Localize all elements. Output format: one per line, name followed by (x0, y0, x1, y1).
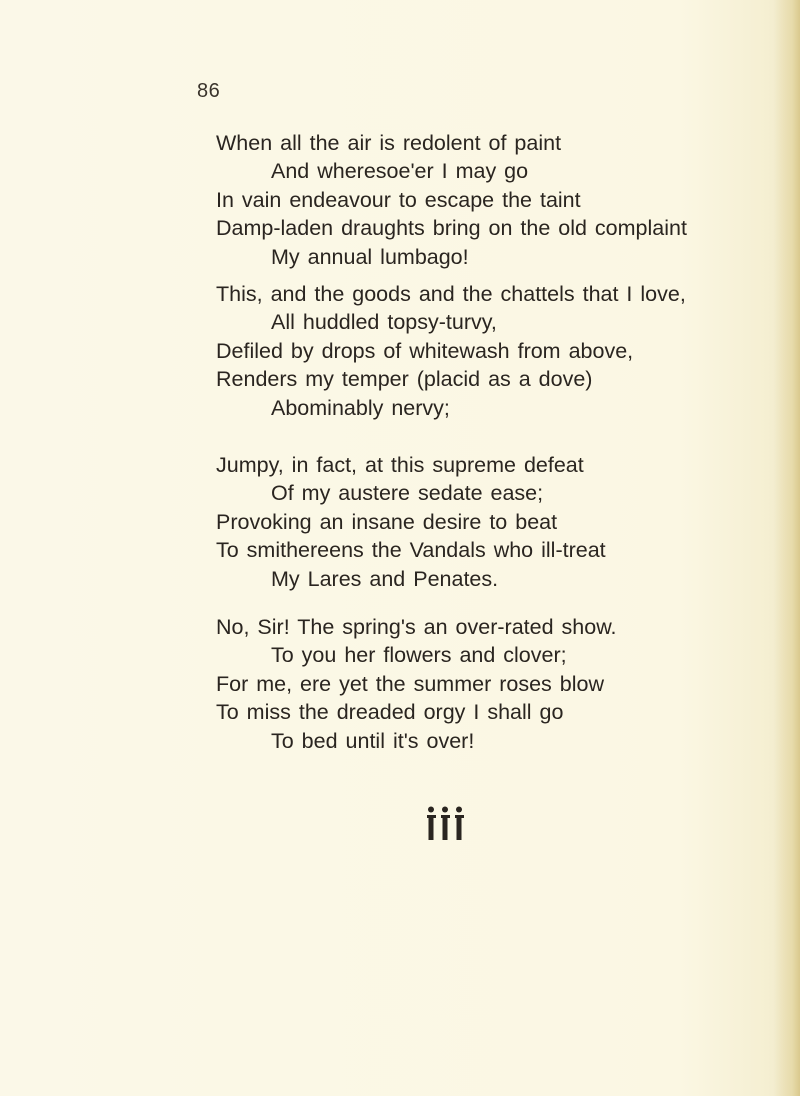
poem-line: In vain endeavour to escape the taint (216, 187, 581, 212)
poem-line: Abominably nervy; (271, 395, 450, 420)
stanza-4 (216, 613, 776, 755)
stanza-2 (216, 280, 776, 422)
poem-line: To you her flowers and clover; (271, 643, 567, 668)
page-number: 86 (197, 80, 221, 102)
poem-line: To smithereens the Vandals who ill-treat (216, 538, 606, 563)
poem-line: Provoking an insane desire to beat (216, 509, 558, 534)
poem-line: All huddled topsy-turvy, (271, 310, 497, 335)
poem-line: No, Sir! The spring's an over-rated show. (216, 615, 617, 639)
poem-line: Of my austere sedate ease; (271, 481, 544, 506)
page-edge-shadow (774, 0, 800, 1096)
poem-line: Damp-laden draughts bring on the old complaint (216, 216, 687, 241)
poem-line: To bed until it's over! (271, 728, 475, 753)
poem-line: Jumpy, in fact, at this supreme defeat (216, 453, 584, 477)
poem-line: My annual lumbago! (271, 244, 469, 269)
poem-line: This, and the goods and the chattels that I love, (216, 282, 686, 306)
stanza-3 (216, 451, 776, 593)
poem-line: For me, ere yet the summer roses blow (216, 671, 604, 696)
poem-line: And wheresoe'er I may go (271, 159, 529, 184)
poem-line: Renders my temper (placid as a dove) (216, 367, 593, 392)
three-pillar-ornament-icon (425, 806, 465, 842)
poem-line: My Lares and Penates. (271, 566, 499, 591)
poem-line: When all the air is redolent of paint (216, 131, 562, 155)
poem-line: Defiled by drops of whitewash from above, (216, 338, 634, 363)
poem-line: To miss the dreaded orgy I shall go (216, 700, 564, 725)
stanza-1 (216, 129, 776, 271)
